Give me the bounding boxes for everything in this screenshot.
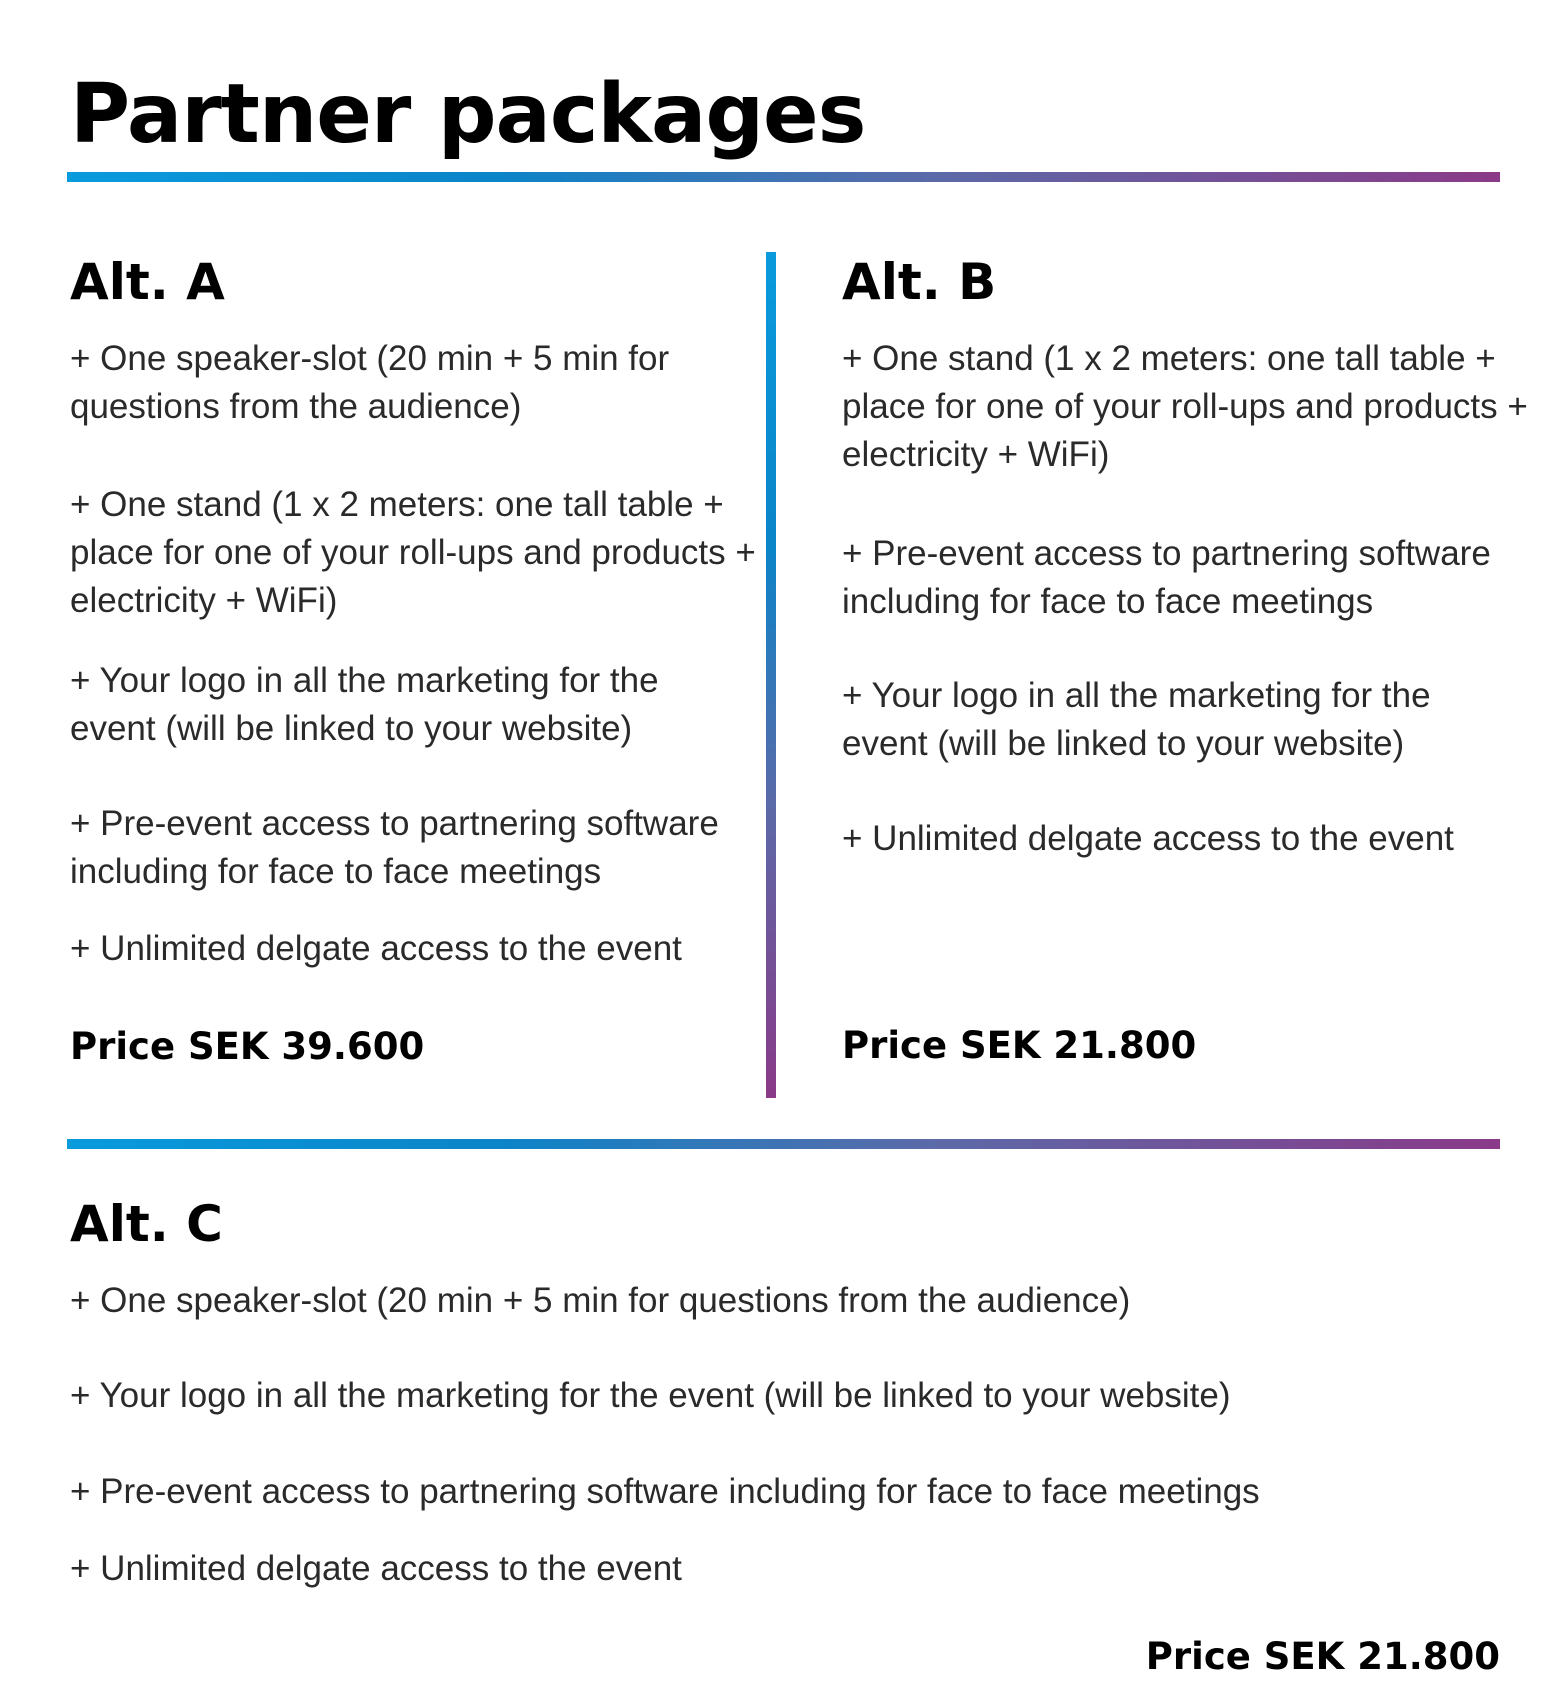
column-gradient-divider bbox=[766, 252, 776, 1098]
alt-a-item-delegate-access: + Unlimited delgate access to the event bbox=[70, 929, 682, 968]
middle-gradient-divider bbox=[67, 1139, 1500, 1149]
alt-b-item-delegate-access: + Unlimited delgate access to the event bbox=[842, 819, 1454, 858]
alt-a-item-logo: + Your logo in all the marketing for the event (will be linked to your website) bbox=[70, 661, 659, 748]
alt-a-item-speaker-slot: + One speaker-slot (20 min + 5 min for questions from the audience) bbox=[70, 339, 670, 426]
alt-c-item-speaker-slot: + One speaker-slot (20 min + 5 min for questions from the audience) bbox=[70, 1281, 1131, 1320]
alt-a-price: Price SEK 39.600 bbox=[70, 1025, 425, 1068]
alt-a-heading: Alt. A bbox=[70, 253, 225, 311]
alt-b-heading: Alt. B bbox=[842, 253, 997, 311]
alt-c-item-delegate-access: + Unlimited delgate access to the event bbox=[70, 1549, 682, 1588]
alt-c-item-logo: + Your logo in all the marketing for the event (will be linked to your website) bbox=[70, 1376, 1231, 1415]
alt-c-heading: Alt. C bbox=[70, 1195, 223, 1253]
alt-b-price: Price SEK 21.800 bbox=[842, 1024, 1197, 1067]
alt-a-item-stand: + One stand (1 x 2 meters: one tall table + place for one of your roll-ups and products + electricity + WiFi) bbox=[70, 485, 756, 620]
alt-b-item-logo: + Your logo in all the marketing for the event (will be linked to your website) bbox=[842, 676, 1431, 763]
page-title: Partner packages bbox=[70, 67, 866, 162]
alt-a-item-partnering-software: + Pre-event access to partnering software including for face to face meetings bbox=[70, 804, 719, 891]
alt-c-price: Price SEK 21.800 bbox=[1145, 1635, 1500, 1678]
alt-c-item-partnering-software: + Pre-event access to partnering software including for face to face meetings bbox=[70, 1472, 1260, 1511]
alt-b-item-partnering-software: + Pre-event access to partnering software including for face to face meetings bbox=[842, 534, 1491, 621]
alt-b-item-stand: + One stand (1 x 2 meters: one tall table + place for one of your roll-ups and products + electricity + WiFi) bbox=[842, 339, 1528, 474]
top-gradient-divider bbox=[67, 172, 1500, 182]
